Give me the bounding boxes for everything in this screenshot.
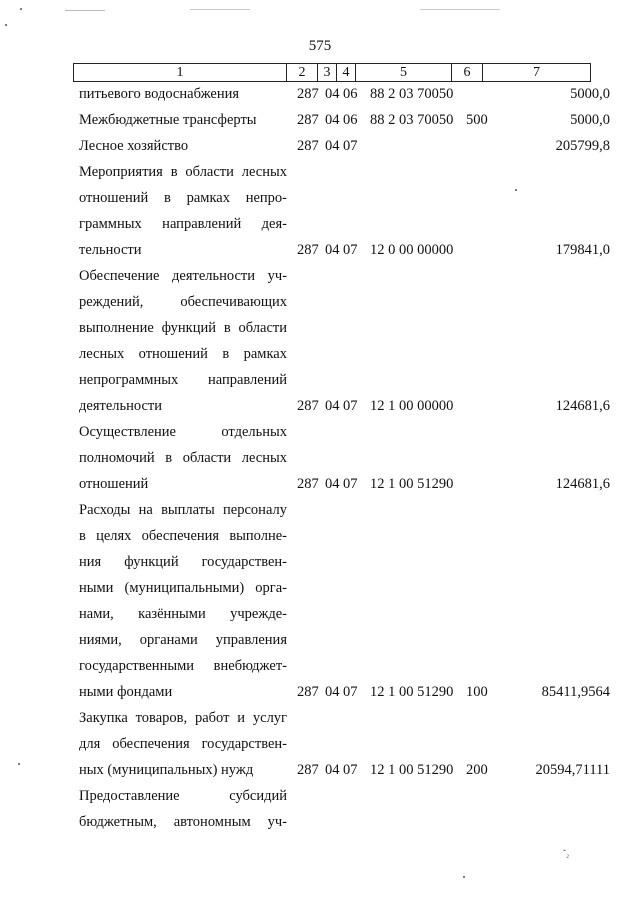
cell-c7: 5000,0 — [570, 112, 610, 128]
description-line: отношений — [79, 476, 149, 492]
column-header-4: 4 — [337, 64, 356, 82]
cell-c7: 85411,9564 — [541, 684, 610, 700]
table-row — [0, 81, 640, 107]
description-line: Закупка товаров, работ и услуг — [79, 710, 287, 726]
row-description — [79, 419, 287, 497]
cell-c5: 12 0 00 00000 — [370, 242, 454, 258]
cell-c2: 287 — [297, 684, 319, 700]
description-line: полномочий в области лесных — [79, 450, 287, 466]
table-row — [0, 159, 640, 263]
cell-c5: 12 1 00 00000 — [370, 398, 454, 414]
cell-c5: 12 1 00 51290 — [370, 762, 454, 778]
column-header-5: 5 — [356, 64, 452, 82]
cell-c3: 04 — [325, 684, 340, 700]
table-row — [0, 705, 640, 783]
cell-c4: 07 — [343, 398, 358, 414]
cell-c5: 12 1 00 51290 — [370, 684, 454, 700]
table-row — [0, 497, 640, 705]
cell-c3: 04 — [325, 398, 340, 414]
description-line: тельности — [79, 242, 142, 258]
description-line: отношений в рамках непро- — [79, 190, 287, 206]
description-line: лесных отношений в рамках — [79, 346, 287, 362]
cell-c7: 20594,71111 — [535, 762, 610, 778]
page-number: 575 — [308, 38, 332, 54]
cell-c3: 04 — [325, 112, 340, 128]
description-line: бюджетным, автономным уч- — [79, 814, 287, 830]
description-line: деятельности — [79, 398, 163, 414]
cell-c3: 04 — [325, 476, 340, 492]
table-row — [0, 263, 640, 419]
cell-c5: 12 1 00 51290 — [370, 476, 454, 492]
cell-c5: 88 2 03 70050 — [370, 112, 454, 128]
column-header-6: 6 — [452, 64, 483, 82]
cell-c7: 205799,8 — [555, 138, 610, 154]
description-line: Осуществление отдельных — [79, 424, 287, 440]
description-line: Обеспечение деятельности уч- — [79, 268, 287, 284]
description-line: ниями, органами управления — [79, 632, 287, 648]
cell-c7: 124681,6 — [555, 476, 610, 492]
row-description — [79, 705, 287, 783]
description-line: граммных направлений дея- — [79, 216, 287, 232]
scan-streak — [420, 9, 500, 10]
cell-c7: 179841,0 — [555, 242, 610, 258]
column-header-3: 3 — [318, 64, 337, 82]
description-line: нами, казёнными учрежде- — [79, 606, 287, 622]
description-line: Расходы на выплаты персоналу — [79, 502, 287, 518]
scan-speck — [463, 876, 465, 878]
description-line: непрограммных направлений — [79, 372, 287, 388]
cell-c4: 07 — [343, 476, 358, 492]
description-line: Предоставление субсидий — [79, 788, 287, 804]
cell-c7: 124681,6 — [555, 398, 610, 414]
cell-c2: 287 — [297, 112, 319, 128]
cell-c2: 287 — [297, 762, 319, 778]
cell-c7: 5000,0 — [570, 86, 610, 102]
table-row — [0, 133, 640, 159]
column-header-table — [73, 63, 591, 82]
cell-c4: 06 — [343, 112, 358, 128]
description-line: Лесное хозяйство — [79, 138, 189, 154]
cell-c2: 287 — [297, 476, 319, 492]
table-row — [0, 107, 640, 133]
scan-speck — [5, 24, 7, 26]
cell-c3: 04 — [325, 242, 340, 258]
scan-speck — [18, 763, 20, 765]
column-header-row — [74, 64, 591, 82]
row-description — [79, 81, 287, 107]
scan-streak — [65, 10, 105, 11]
row-description — [79, 263, 287, 419]
description-line: ния функций государствен- — [79, 554, 287, 570]
description-line: в целях обеспечения выполне- — [79, 528, 287, 544]
description-line: государственными внебюджет- — [79, 658, 287, 674]
cell-c4: 07 — [343, 138, 358, 154]
description-line: ных (муниципальных) нужд — [79, 762, 254, 778]
cell-c2: 287 — [297, 242, 319, 258]
corner-mark: ˇ₂ — [563, 848, 570, 858]
description-line: реждений, обеспечивающих — [79, 294, 287, 310]
description-line: питьевого водоснабжения — [79, 86, 240, 102]
cell-c4: 07 — [343, 762, 358, 778]
cell-c3: 04 — [325, 138, 340, 154]
scan-speck — [20, 8, 22, 10]
scan-speck — [515, 189, 517, 191]
cell-c6: 500 — [466, 112, 488, 128]
description-line: Межбюджетные трансферты — [79, 112, 257, 128]
cell-c4: 06 — [343, 86, 358, 102]
row-description — [79, 783, 287, 835]
column-header-7: 7 — [483, 64, 591, 82]
cell-c2: 287 — [297, 398, 319, 414]
column-header-2: 2 — [287, 64, 318, 82]
cell-c4: 07 — [343, 242, 358, 258]
cell-c6: 100 — [466, 684, 488, 700]
description-line: ными фондами — [79, 684, 173, 700]
cell-c3: 04 — [325, 86, 340, 102]
row-description — [79, 497, 287, 705]
description-line: для обеспечения государствен- — [79, 736, 287, 752]
scan-streak — [190, 9, 250, 10]
cell-c4: 07 — [343, 684, 358, 700]
row-description — [79, 159, 287, 263]
column-header-1: 1 — [74, 64, 287, 82]
cell-c3: 04 — [325, 762, 340, 778]
row-description — [79, 133, 287, 159]
description-line: ными (муниципальными) орга- — [79, 580, 287, 596]
table-row — [0, 783, 640, 835]
description-line: Мероприятия в области лесных — [79, 164, 287, 180]
cell-c5: 88 2 03 70050 — [370, 86, 454, 102]
table-row — [0, 419, 640, 497]
cell-c6: 200 — [466, 762, 488, 778]
cell-c2: 287 — [297, 86, 319, 102]
row-description — [79, 107, 287, 133]
description-line: выполнение функций в области — [79, 320, 287, 336]
cell-c2: 287 — [297, 138, 319, 154]
